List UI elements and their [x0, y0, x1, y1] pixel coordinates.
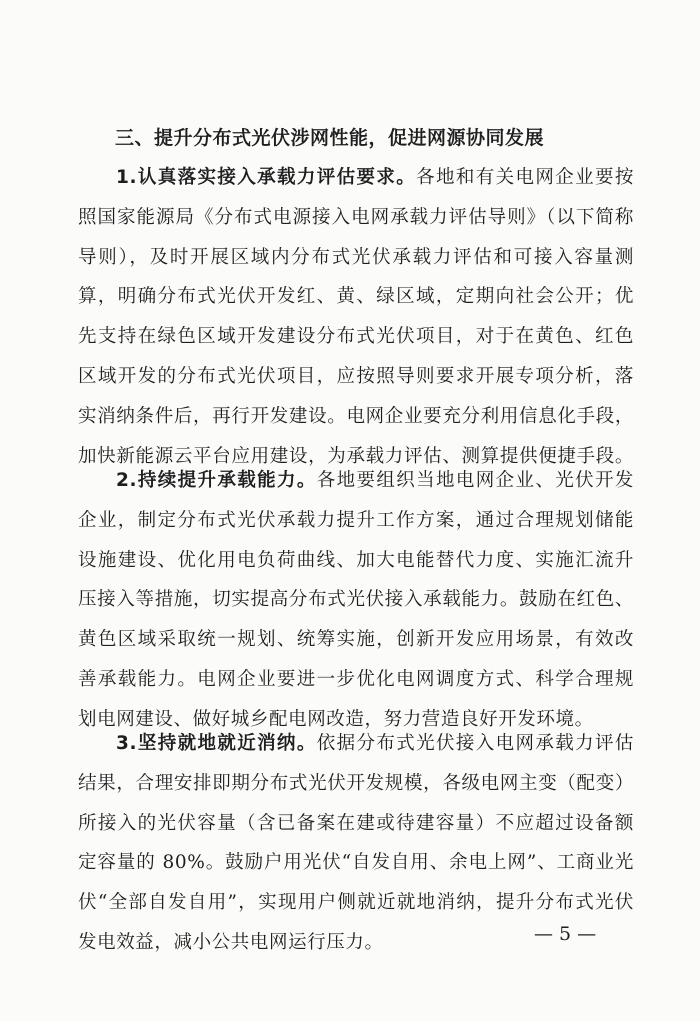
page-number: — 5 —: [534, 923, 597, 945]
paragraph-line: 先支持在绿色区域开发建设分布式光伏项目，对于在黄色、红色: [78, 326, 634, 348]
paragraph-line: 所接入的光伏容量（含已备案在建或待建容量）不应超过设备额: [78, 812, 634, 834]
paragraph-line: 算，明确分布式光伏开发红、黄、绿区域，定期向社会公开；优: [78, 286, 634, 308]
paragraph-line: 企业，制定分布式光伏承载力提升工作方案，通过合理规划储能: [78, 509, 634, 531]
paragraph-text: 依据分布式光伏接入电网承载力评估: [316, 733, 634, 754]
paragraph-heading: 1.认真落实接入承载力评估要求。: [116, 167, 417, 188]
paragraph-line: [78, 724, 634, 764]
paragraph-line: 黄色区域采取统一规划、统筹实施，创新开发应用场景，有效改: [78, 629, 634, 651]
paragraph-line: 导则），及时开展区域内分布式光伏承载力评估和可接入容量测: [78, 246, 634, 268]
paragraph-line: 加快新能源云平台应用建设，为承载力评估、测算提供便捷手段。: [78, 445, 634, 467]
paragraph-line: 定容量的 80%。鼓励户用光伏“自发自用、余电上网”、工商业光: [78, 852, 634, 874]
paragraph-line: 伏“全部自发自用”，实现用户侧就近就地消纳，提升分布式光伏: [78, 892, 634, 914]
paragraph-text: 各地要组织当地电网企业、光伏开发: [316, 470, 634, 491]
paragraph-line: [78, 461, 634, 501]
paragraph-text: 各地和有关电网企业要按: [416, 167, 634, 188]
paragraph-heading: 2.持续提升承载能力。: [116, 470, 317, 491]
paragraph-line: 善承载能力。电网企业要进一步优化电网调度方式、科学合理规: [78, 668, 634, 690]
paragraph-line: 发电效益，减小公共电网运行压力。: [78, 931, 384, 953]
paragraph-line: 区域开发的分布式光伏项目，应按照导则要求开展专项分析，落: [78, 365, 634, 387]
paragraph-heading: 3.坚持就地就近消纳。: [116, 733, 317, 754]
paragraph-line: 实消纳条件后，再行开发建设。电网企业要充分利用信息化手段，: [78, 405, 634, 427]
paragraph-1: [78, 158, 634, 476]
paragraph-line: 设施建设、优化用电负荷曲线、加大电能替代力度、实施汇流升: [78, 549, 634, 571]
paragraph-line: [78, 158, 634, 198]
paragraph-line: 压接入等措施，切实提高分布式光伏接入承载能力。鼓励在红色、: [78, 589, 634, 611]
paragraph-2: [78, 461, 634, 740]
paragraph-line: 划电网建设、做好城乡配电网改造，努力营造良好开发环境。: [78, 708, 594, 730]
section-heading: 三、提升分布式光伏涉网性能，促进网源协同发展: [115, 127, 545, 149]
paragraph-line: 结果，合理安排即期分布式光伏开发规模，各级电网主变（配变）: [78, 772, 634, 794]
paragraph-line: 照国家能源局《分布式电源接入电网承载力评估导则》（以下简称: [78, 206, 634, 228]
